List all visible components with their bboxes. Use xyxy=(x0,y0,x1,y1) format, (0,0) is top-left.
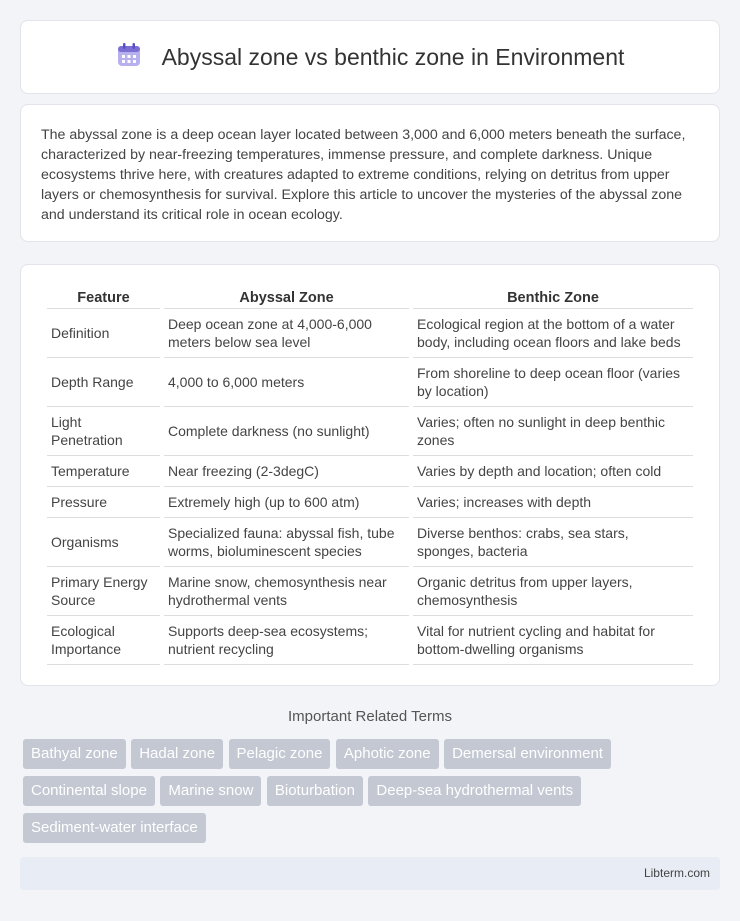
table-row xyxy=(47,407,693,456)
table-cell: Near freezing (2-3degC) xyxy=(164,456,409,487)
title-wrap xyxy=(116,42,625,73)
related-terms-list xyxy=(23,739,723,850)
table-cell: Depth Range xyxy=(47,358,160,407)
header-abyssal: Abyssal Zone xyxy=(164,285,409,309)
comparison-table xyxy=(43,285,697,665)
header-card xyxy=(20,20,720,94)
table-row xyxy=(47,567,693,616)
table-cell: Pressure xyxy=(47,487,160,518)
table-cell: Complete darkness (no sunlight) xyxy=(164,407,409,456)
table-cell: Light Penetration xyxy=(47,407,160,456)
table-row xyxy=(47,616,693,665)
table-cell: Ecological region at the bottom of a water body, including ocean floors and lake beds xyxy=(413,309,693,358)
table-cell: Extremely high (up to 600 atm) xyxy=(164,487,409,518)
table-row xyxy=(47,358,693,407)
table-cell: From shoreline to deep ocean floor (varies by location) xyxy=(413,358,693,407)
table-cell: Varies; increases with depth xyxy=(413,487,693,518)
table-row xyxy=(47,456,693,487)
table-cell: Ecological Importance xyxy=(47,616,160,665)
related-term-tag[interactable]: Hadal zone xyxy=(131,739,223,769)
table-cell: Vital for nutrient cycling and habitat for bottom-dwelling organisms xyxy=(413,616,693,665)
table-cell: Supports deep-sea ecosystems; nutrient recycling xyxy=(164,616,409,665)
related-term-tag[interactable]: Bioturbation xyxy=(267,776,363,806)
table-cell: Specialized fauna: abyssal fish, tube worms, bioluminescent species xyxy=(164,518,409,567)
calendar-icon xyxy=(116,42,142,73)
footer-site-link[interactable]: Libterm.com xyxy=(643,866,710,880)
table-row xyxy=(47,487,693,518)
table-cell: Deep ocean zone at 4,000-6,000 meters below sea level xyxy=(164,309,409,358)
related-terms-title: Important Related Terms xyxy=(288,708,452,725)
related-term-tag[interactable]: Marine snow xyxy=(160,776,261,806)
table-row xyxy=(47,309,693,358)
related-term-tag[interactable]: Aphotic zone xyxy=(336,739,439,769)
intro-card xyxy=(20,104,720,242)
table-row xyxy=(47,518,693,567)
table-cell: Diverse benthos: crabs, sea stars, sponges, bacteria xyxy=(413,518,693,567)
intro-text: The abyssal zone is a deep ocean layer located between 3,000 and 6,000 meters beneath the surface, characterized by near-freezing temperatures, immense pressure, and complete darkness. Unique ecosystems thrive here, with creatures adapted to extreme conditions, relying on detritus from upper layers or chemosynthesis for survival. Explore this article to uncover the mysteries of the abyssal zone and understand its critical role in ocean ecology. xyxy=(41,127,686,223)
table-cell: Organic detritus from upper layers, chemosynthesis xyxy=(413,567,693,616)
related-term-tag[interactable]: Deep-sea hydrothermal vents xyxy=(368,776,581,806)
related-term-tag[interactable]: Bathyal zone xyxy=(23,739,126,769)
comparison-table-card xyxy=(20,264,720,686)
table-cell: Definition xyxy=(47,309,160,358)
header-feature: Feature xyxy=(47,285,160,309)
table-cell: 4,000 to 6,000 meters xyxy=(164,358,409,407)
table-cell: Varies by depth and location; often cold xyxy=(413,456,693,487)
footer xyxy=(20,857,720,890)
table-cell: Varies; often no sunlight in deep benthic zones xyxy=(413,407,693,456)
related-term-tag[interactable]: Continental slope xyxy=(23,776,155,806)
table-cell: Primary Energy Source xyxy=(47,567,160,616)
table-cell: Organisms xyxy=(47,518,160,567)
table-cell: Marine snow, chemosynthesis near hydrothermal vents xyxy=(164,567,409,616)
related-term-tag[interactable]: Pelagic zone xyxy=(229,739,331,769)
header-benthic: Benthic Zone xyxy=(413,285,693,309)
table-cell: Temperature xyxy=(47,456,160,487)
related-term-tag[interactable]: Sediment-water interface xyxy=(23,813,206,843)
page-title: Abyssal zone vs benthic zone in Environment xyxy=(161,43,625,70)
related-term-tag[interactable]: Demersal environment xyxy=(444,739,611,769)
table-header-row xyxy=(47,285,693,309)
